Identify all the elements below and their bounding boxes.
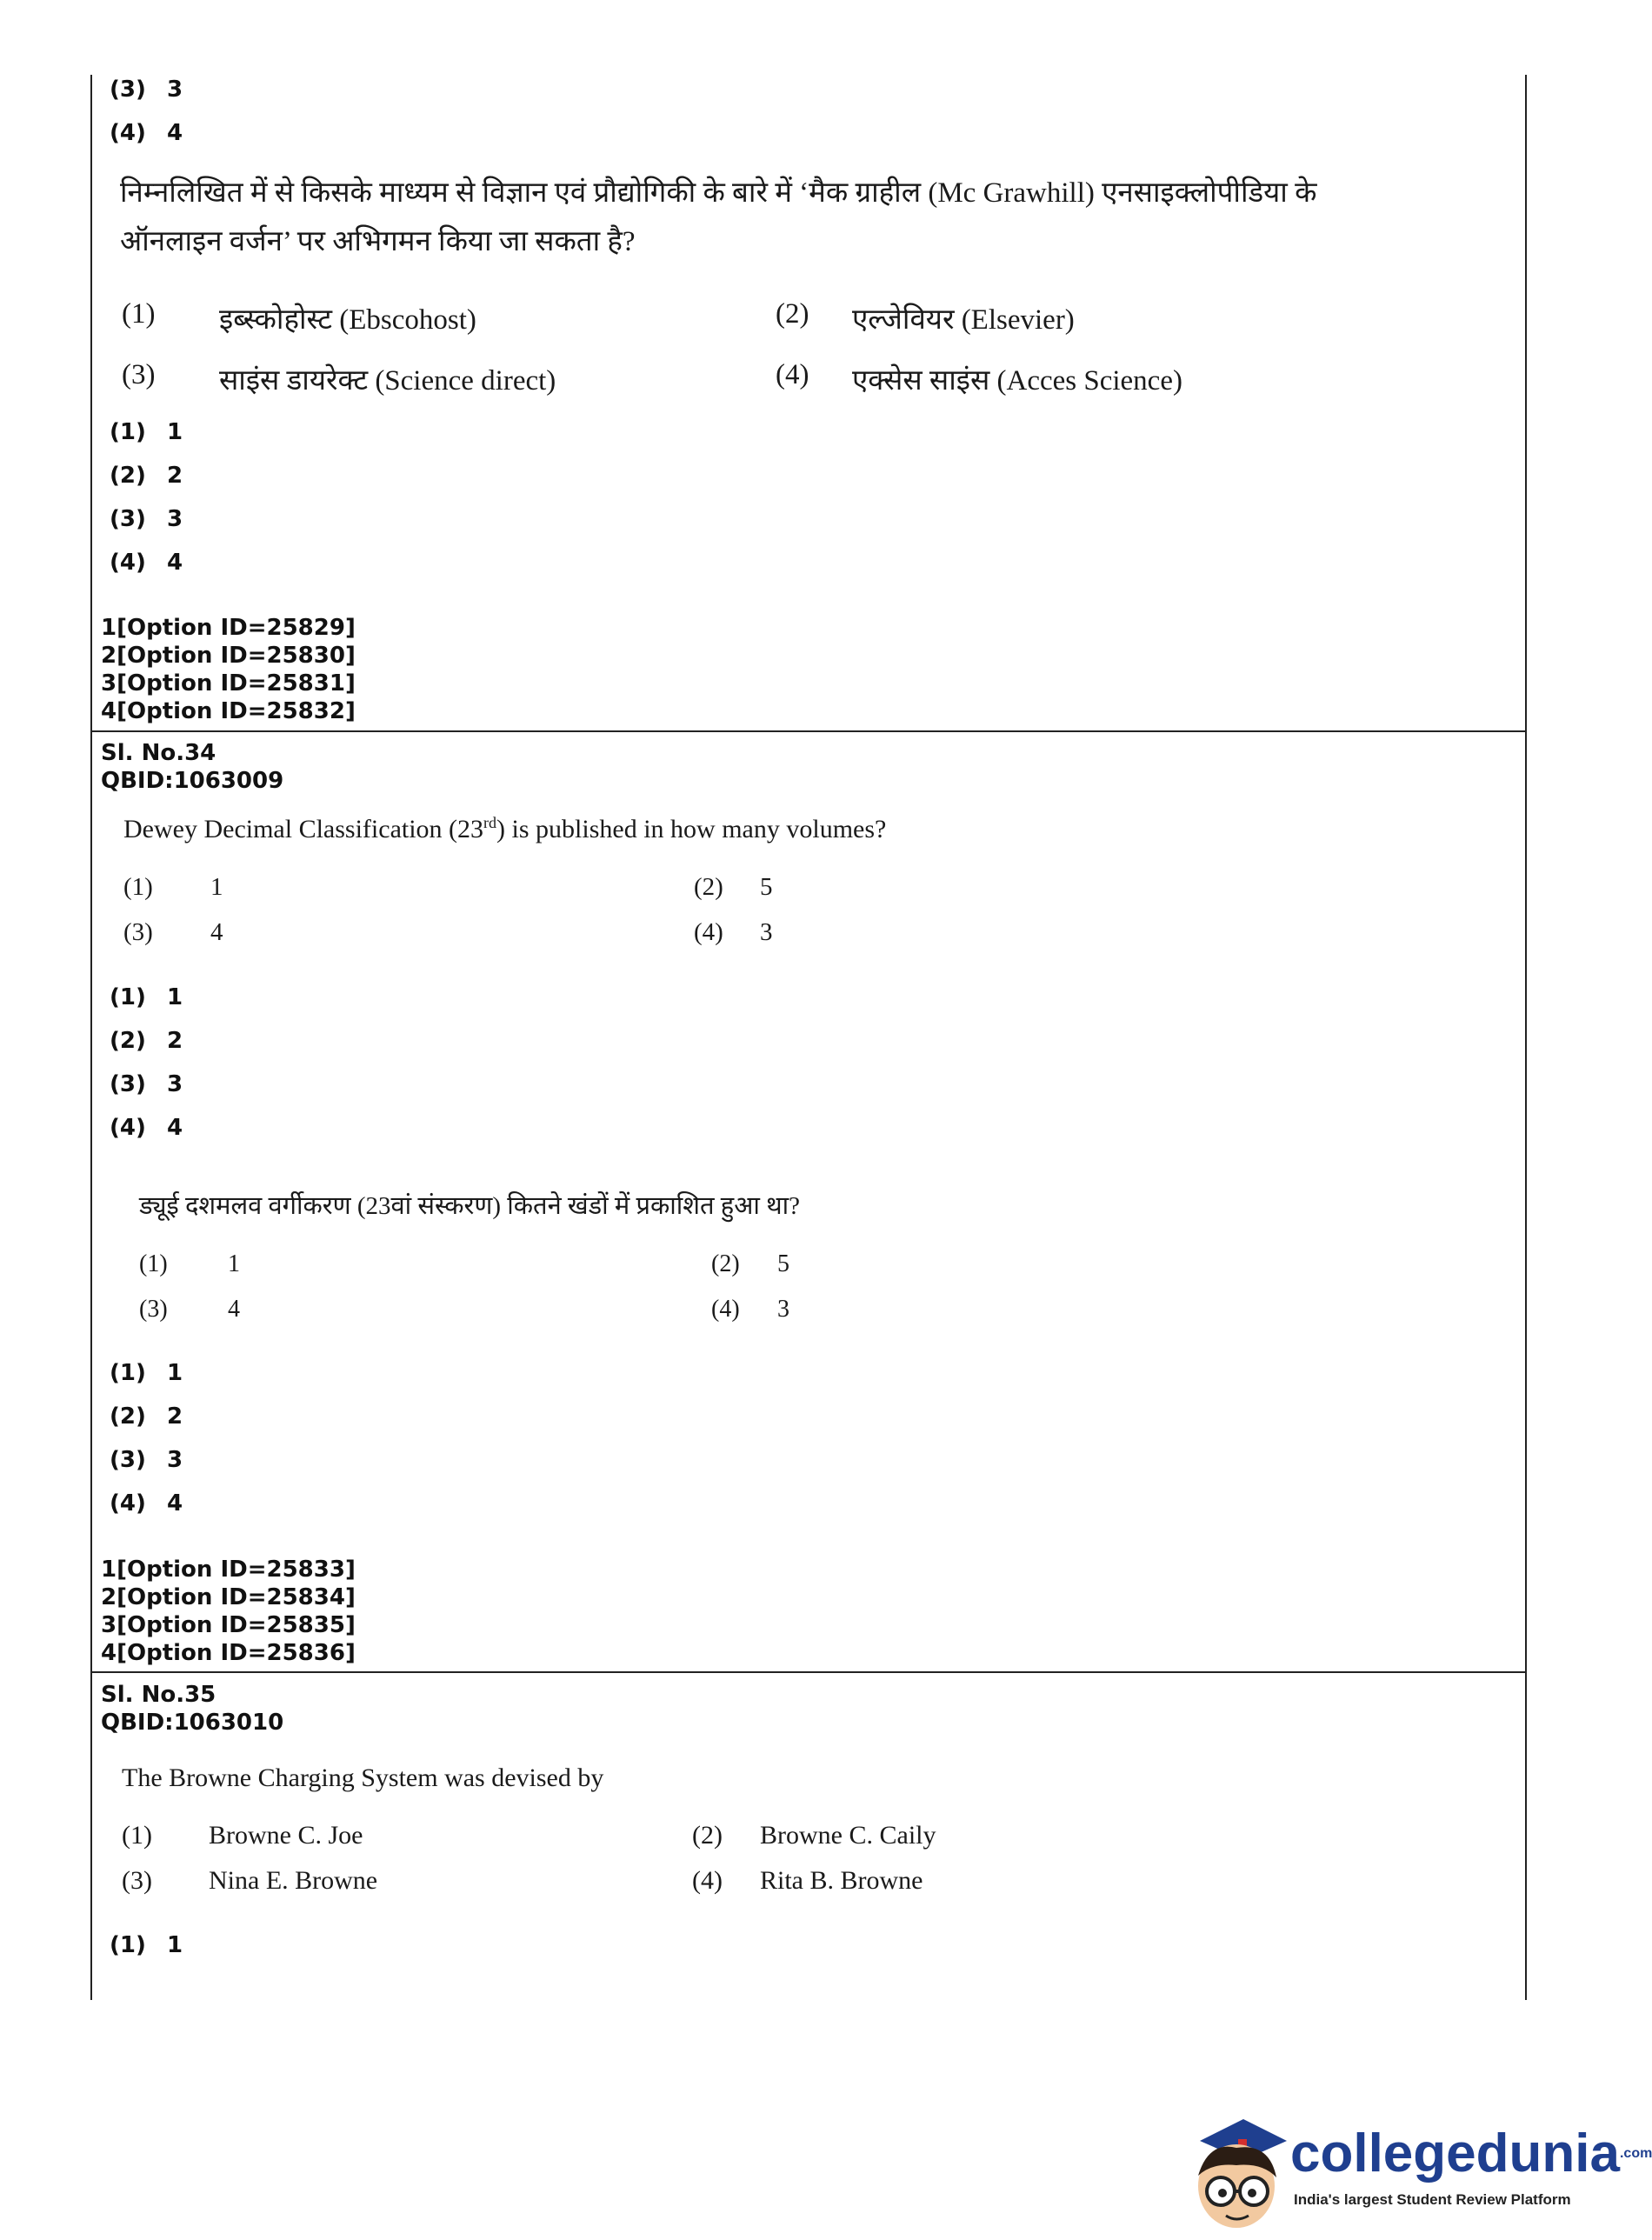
answer-row: (1) 1 xyxy=(110,984,183,1010)
brand-name: collegedunia$^{.com}$ xyxy=(1290,2123,1652,2183)
option-text: 4 xyxy=(210,918,223,946)
question-text: The Browne Charging System was devised by xyxy=(122,1763,604,1792)
option-number: (3) xyxy=(123,918,153,946)
answer-row: (4) 4 xyxy=(110,1115,183,1141)
divider-34 xyxy=(90,730,1527,732)
option-text: 4 xyxy=(228,1296,240,1323)
option-id: 4[Option ID=25832] xyxy=(101,698,356,724)
brand-suffix: .com xyxy=(1619,2146,1652,2161)
option-text: साइंस डायरेक्ट (Science direct) xyxy=(219,365,556,397)
option-id: 3[Option ID=25831] xyxy=(101,670,356,697)
brand-tagline: India's largest Student Review Platform xyxy=(1294,2191,1571,2208)
option-number: (3) xyxy=(139,1296,168,1323)
option-number: (2) xyxy=(692,1821,723,1850)
mascot-icon xyxy=(1182,2115,1296,2237)
question-text-hindi-line2: ऑनलाइन वर्जन’ पर अभिगमन किया जा सकता है? xyxy=(120,226,636,257)
divider-35 xyxy=(90,1671,1527,1673)
question-bank-id: QBID:1063009 xyxy=(101,768,284,794)
question-bank-id: QBID:1063010 xyxy=(101,1710,284,1736)
answer-row: (4) 4 xyxy=(110,1490,183,1517)
option-number: (2) xyxy=(694,873,723,901)
answer-row: (2) 2 xyxy=(110,1403,183,1430)
question-text-hindi: निम्नलिखित में से किसके माध्यम से विज्ञान एवं प्रौद्योगिकी के बारे में ‘मैक ग्राहील (Mc Grawhill) एनसाइक्लोपीडिया के xyxy=(120,177,1317,209)
answer-row: (3) 3 xyxy=(110,1071,183,1097)
answer-row: (1) 1 xyxy=(110,419,183,445)
serial-number: Sl. No.34 xyxy=(101,740,216,766)
answer-row: (4) 4 xyxy=(110,120,183,146)
option-number: (4) xyxy=(776,359,809,390)
option-text: Browne C. Caily xyxy=(760,1821,936,1850)
question-header xyxy=(101,739,283,795)
option-number: (4) xyxy=(694,918,723,946)
option-number: (1) xyxy=(122,1821,152,1850)
answer-row: (2) 2 xyxy=(110,463,183,489)
question-header xyxy=(101,1681,283,1737)
option-text: 5 xyxy=(777,1250,789,1277)
option-text: एल्जेवियर (Elsevier) xyxy=(852,304,1075,336)
answer-row: (3) 3 xyxy=(110,1447,183,1473)
option-number: (2) xyxy=(776,298,809,330)
option-number: (1) xyxy=(122,298,156,330)
option-id: 1[Option ID=25829] xyxy=(101,615,356,641)
option-text: Rita B. Browne xyxy=(760,1866,923,1895)
option-number: (3) xyxy=(122,1866,152,1895)
option-id: 2[Option ID=25834] xyxy=(101,1584,356,1610)
option-number: (1) xyxy=(139,1250,168,1277)
option-text: 3 xyxy=(760,918,773,946)
serial-number: Sl. No.35 xyxy=(101,1682,216,1708)
option-id-list xyxy=(101,614,356,725)
option-text: इब्स्कोहोस्ट (Ebscohost) xyxy=(219,304,476,336)
option-text: 1 xyxy=(228,1250,240,1277)
answer-row: (2) 2 xyxy=(110,1028,183,1054)
option-text: Nina E. Browne xyxy=(209,1866,378,1895)
option-number: (3) xyxy=(122,359,156,390)
answer-row: (3) 3 xyxy=(110,506,183,532)
answer-row: (3) 3 xyxy=(110,77,183,103)
option-text: 5 xyxy=(760,873,773,901)
option-number: (1) xyxy=(123,873,153,901)
option-number: (2) xyxy=(711,1250,740,1277)
option-id: 3[Option ID=25835] xyxy=(101,1612,356,1638)
option-number: (4) xyxy=(711,1296,740,1323)
option-text: एक्सेस साइंस (Acces Science) xyxy=(852,365,1182,397)
option-id: 1[Option ID=25833] xyxy=(101,1557,356,1583)
option-text: 3 xyxy=(777,1296,789,1323)
option-id: 2[Option ID=25830] xyxy=(101,643,356,669)
option-number: (4) xyxy=(692,1866,723,1895)
option-id: 4[Option ID=25836] xyxy=(101,1640,356,1666)
question-text: Dewey Decimal Classification (23rd) is published in how many volumes? xyxy=(123,814,887,843)
answer-row: (1) 1 xyxy=(110,1360,183,1386)
option-text: 1 xyxy=(210,873,223,901)
question-text-hindi: ड्यूई दशमलव वर्गीकरण (23वां संस्करण) कितने खंडों में प्रकाशित हुआ था? xyxy=(139,1192,800,1220)
answer-row: (4) 4 xyxy=(110,550,183,576)
option-text: Browne C. Joe xyxy=(209,1821,363,1850)
option-id-list xyxy=(101,1556,356,1667)
answer-row: (1) 1 xyxy=(110,1932,183,1958)
